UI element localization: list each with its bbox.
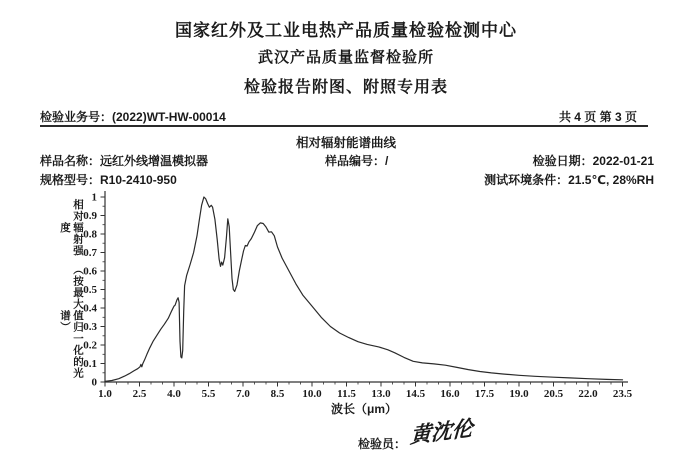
inspector-label: 检验员： [358, 437, 407, 451]
org-title: 国家红外及工业电热产品质量检验检测中心 [175, 21, 517, 40]
page-indicator: 共 4 页 第 3 页 [558, 110, 637, 124]
sample-number-label: 样品编号： [325, 154, 386, 168]
svg-text:13.0: 13.0 [371, 388, 391, 400]
svg-text:16.0: 16.0 [440, 388, 460, 400]
svg-text:2.5: 2.5 [132, 388, 147, 400]
svg-text:0.3: 0.3 [83, 321, 97, 333]
y-axis-title-line1: 相对辐射强度 [59, 199, 84, 257]
sample-number-value: / [385, 154, 389, 168]
environment-value: 21.5℃, 28%RH [568, 173, 654, 187]
y-axis-title [58, 197, 84, 383]
inspector-signature: 黄沈伦 [409, 414, 474, 449]
svg-text:19.0: 19.0 [509, 388, 529, 400]
svg-text:17.5: 17.5 [474, 388, 495, 400]
svg-text:22.0: 22.0 [578, 388, 598, 400]
x-axis-title: 波长（μm） [330, 402, 397, 416]
svg-text:7.0: 7.0 [236, 388, 250, 400]
svg-text:0.6: 0.6 [83, 265, 97, 278]
business-number-value: (2022)WT-HW-00014 [112, 110, 226, 124]
svg-text:10.0: 10.0 [302, 388, 322, 400]
svg-text:20.5: 20.5 [543, 388, 564, 400]
report-form-title: 检验报告附图、附照专用表 [243, 79, 448, 96]
svg-text:8.5: 8.5 [270, 388, 285, 400]
svg-text:0.8: 0.8 [83, 228, 97, 241]
org-subtitle: 武汉产品质量监督检验所 [257, 49, 434, 66]
svg-text:5.5: 5.5 [201, 388, 216, 400]
svg-text:0.2: 0.2 [83, 339, 97, 352]
svg-text:0.7: 0.7 [83, 247, 97, 259]
svg-text:14.5: 14.5 [405, 388, 426, 400]
svg-text:1.0: 1.0 [98, 388, 112, 400]
environment-label: 测试环境条件： [484, 173, 569, 187]
svg-text:1: 1 [91, 191, 97, 204]
chart-title: 相对辐射能谱曲线 [295, 136, 396, 150]
svg-text:0.4: 0.4 [83, 302, 97, 315]
svg-text:0.5: 0.5 [83, 284, 97, 296]
svg-text:23.5: 23.5 [612, 388, 633, 400]
svg-text:0.9: 0.9 [83, 210, 97, 222]
model-label: 规格型号： [40, 173, 101, 187]
test-date-label: 检验日期： [532, 154, 593, 168]
svg-text:11.5: 11.5 [337, 388, 356, 400]
y-axis-title-line2: （按最大值归一化的光谱） [59, 263, 84, 379]
inspector-row [358, 414, 474, 452]
svg-text:0.1: 0.1 [83, 358, 97, 370]
sample-name-value: 远红外线增温模拟器 [100, 154, 209, 168]
model-value: R10-2410-950 [100, 173, 177, 187]
business-number-label: 检验业务号： [40, 110, 113, 124]
test-date-value: 2022-01-21 [592, 154, 654, 168]
svg-text:4.0: 4.0 [167, 388, 181, 400]
svg-text:0: 0 [91, 376, 97, 389]
sample-name-label: 样品名称： [40, 154, 101, 168]
